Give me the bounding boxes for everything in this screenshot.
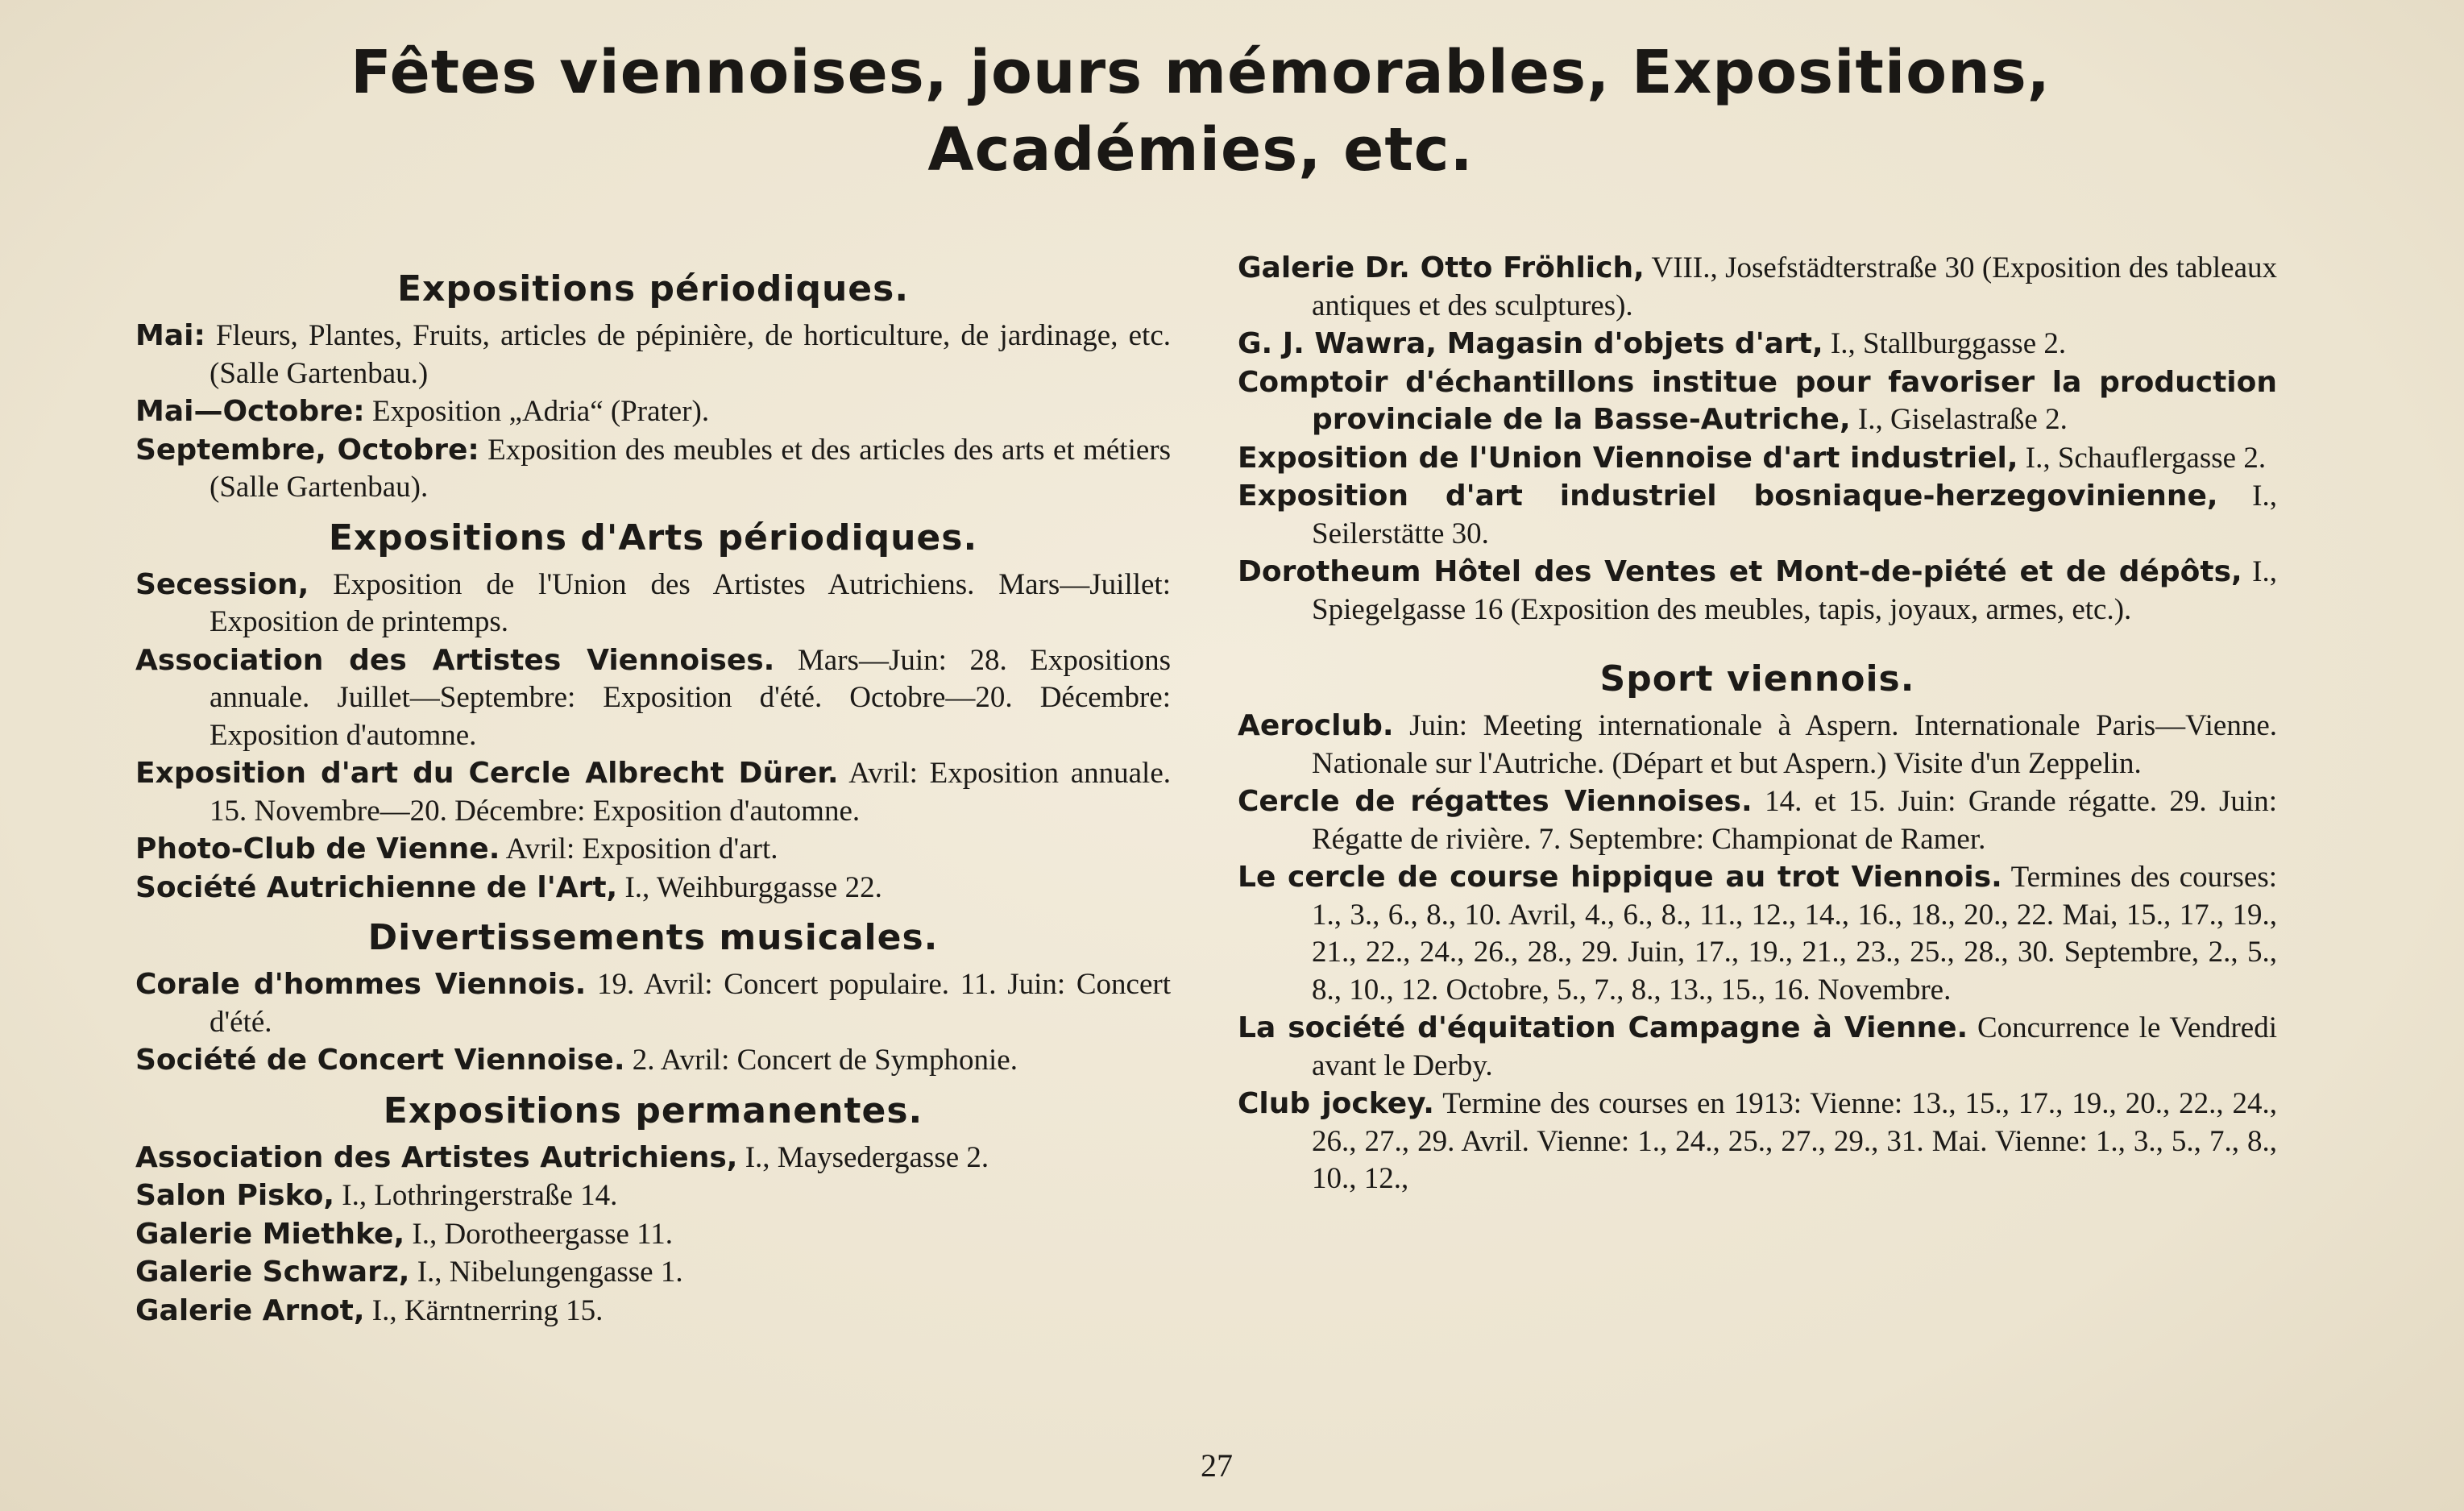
entry-label: Exposition d'art du Cercle Albrecht Dürer. [135, 757, 839, 790]
entry-text: VIII., Josefstädterstraße 30 (Exposition des tableaux antiques et des sculptures). [1312, 251, 2277, 322]
page-title [242, 34, 2159, 189]
entry-dorotheum [1238, 554, 2277, 629]
heading-expositions-periodiques: Expositions périodiques. [396, 268, 910, 309]
entry-label: Corale d'hommes Viennois. [135, 968, 587, 1001]
entry-text: 2. Avril: Concert de Symphonie. [624, 1044, 1018, 1077]
entry-galerie-frohlich [1238, 250, 2277, 325]
entry-label: Aeroclub. [1238, 709, 1394, 742]
entry-photo-club [135, 831, 1171, 869]
entry-text: I., Nibelungengasse 1. [409, 1256, 683, 1289]
entry-societe-art [135, 870, 1171, 907]
entry-societe-concert [135, 1042, 1171, 1080]
entry-text: I., Maysedergasse 2. [737, 1140, 989, 1174]
entry-text: Avril: Exposition annuale. 15. Novembre—20. Décembre: Exposition d'automne. [209, 757, 1171, 828]
heading-expositions-permanentes: Expositions permanentes. [383, 1090, 923, 1131]
entry-text: I., Kärntnerring 15. [364, 1293, 604, 1327]
entry-label: Septembre, Octobre: [135, 433, 479, 467]
entry-label: Photo-Club de Vienne. [135, 832, 500, 866]
entry-text: I., Weihburggasse 22. [617, 870, 882, 904]
title-line-1: Fêtes viennoises, jours mémorables, Expositions, [351, 38, 2051, 107]
entry-salon-pisko [135, 1177, 1171, 1215]
entry-galerie-schwarz [135, 1254, 1171, 1292]
left-column [135, 258, 1171, 1330]
entry-secession [135, 567, 1171, 641]
entry-septembre-octobre [135, 432, 1171, 507]
entry-text: I., Schauflergasse 2. [2018, 441, 2267, 475]
entry-aeroclub [1238, 708, 2277, 782]
heading-sport-viennois: Sport viennois. [1599, 658, 1915, 699]
entry-comptoir [1238, 364, 2277, 439]
entry-text: Exposition de l'Union des Artistes Autrichiens. Mars—Juillet: Exposition de printemps. [209, 567, 1171, 638]
entry-label: Exposition de l'Union Viennoise d'art industriel, [1238, 441, 2018, 475]
entry-label: Galerie Dr. Otto Fröhlich, [1238, 251, 1645, 284]
entry-label: Salon Pisko, [135, 1179, 334, 1212]
entry-text: Fleurs, Plantes, Fruits, articles de pépinière, de horticulture, de jardinage, etc. (Salle Gartenbau.) [205, 319, 1171, 390]
entry-label: Dorotheum Hôtel des Ventes et Mont-de-piété et de dépôts, [1238, 555, 2242, 588]
entry-text: Avril: Exposition d'art. [500, 832, 778, 866]
entry-label: Mai—Octobre: [135, 395, 365, 428]
heading-expositions-arts: Expositions d'Arts périodiques. [328, 517, 978, 558]
entry-label: Association des Artistes Viennoises. [135, 643, 775, 677]
entry-association-artistes-viennoises [135, 642, 1171, 755]
entry-text: I., Lothringerstraße 14. [334, 1179, 618, 1212]
entry-label: Société Autrichienne de l'Art, [135, 870, 618, 904]
entry-label: Galerie Miethke, [135, 1217, 405, 1251]
entry-mai [135, 318, 1171, 392]
entry-galerie-miethke [135, 1216, 1171, 1254]
entry-label: Le cercle de course hippique au trot Viennois. [1238, 861, 2002, 894]
entry-label: Exposition d'art industriel bosniaque-herzegovinienne, [1238, 479, 2218, 513]
entry-text: Exposition des meubles et des articles des arts et métiers (Salle Gartenbau). [209, 433, 1171, 504]
entry-societe-equitation [1238, 1010, 2277, 1085]
entry-label: Club jockey. [1238, 1087, 1434, 1120]
entry-text: I., Spiegelgasse 16 (Exposition des meubles, tapis, joyaux, armes, etc.). [1312, 555, 2277, 626]
entry-label: Mai: [135, 319, 205, 352]
entry-union-viennoise [1238, 440, 2277, 478]
title-line-2: Académies, etc. [927, 115, 1474, 185]
entry-text: 19. Avril: Concert populaire. 11. Juin: Concert d'été. [209, 968, 1171, 1039]
entry-label: La société d'équitation Campagne à Vienne. [1238, 1011, 1968, 1044]
entry-label: Cercle de régattes Viennoises. [1238, 785, 1753, 818]
entry-text: I., Seilerstätte 30. [1312, 479, 2277, 550]
entry-text: Termine des courses en 1913: Vienne: 13., 15., 17., 19., 20., 22., 24., 26., 27., 29. Avril. Vienne: 1., 24., 25., 27., 29., 31. Mai. Vienne: 1., 3., 5., 7., 8., 10., 12., [1312, 1087, 2277, 1195]
entry-text: I., Giselastraße 2. [1850, 403, 2068, 436]
entry-text: Mars—Juin: 28. Expositions annuale. Juillet—Septembre: Exposition d'été. Octobre—20. Décembre: Exposition d'automne. [209, 643, 1171, 752]
entry-label: Galerie Arnot, [135, 1293, 365, 1327]
page-number: 27 [1201, 1447, 1233, 1484]
right-column [1238, 250, 2277, 1199]
entry-label: Comptoir d'échantillons institue pour favoriser la production provinciale de la Basse-Autriche, [1238, 365, 2277, 436]
entry-wawra [1238, 326, 2277, 363]
entry-text: 14. et 15. Juin: Grande régatte. 29. Juin: Régatte de rivière. 7. Septembre: Championat de Ramer. [1312, 785, 2277, 856]
entry-text: I., Dorotheergasse 11. [404, 1217, 674, 1251]
entry-art-bosniaque [1238, 478, 2277, 553]
entry-course-hippique [1238, 859, 2277, 1009]
entry-label: Association des Artistes Autrichiens, [135, 1140, 738, 1174]
heading-divertissements-musicales: Divertissements musicales. [367, 917, 939, 958]
entry-cercle-durer [135, 755, 1171, 830]
entry-label: Société de Concert Viennoise. [135, 1044, 625, 1077]
entry-mai-octobre [135, 393, 1171, 431]
entry-text: Concurrence le Vendredi avant le Derby. [1312, 1011, 2277, 1082]
entry-label: Secession, [135, 567, 309, 601]
entry-text: Termines des courses: 1., 3., 6., 8., 10. Avril, 4., 6., 8., 11., 12., 14., 16., 18., 20., 22. Mai, 15., 17., 19., 21., 22., 24., 26., 28., 29. Juin, 17., 19., 21., 23., 25., 28., 30. Septembre, 2., 5., 8., 10., 12. Octobre, 5., 7., 8., 13., 15., 16. Novembre. [1312, 861, 2277, 1007]
entry-association-artistes-autrichiens [135, 1139, 1171, 1177]
entry-text: Juin: Meeting internationale à Aspern. Internationale Paris—Vienne. Nationale sur l'Autriche. (Départ et but Aspern.) Visite d'un Zeppelin. [1312, 709, 2277, 780]
entry-label: G. J. Wawra, Magasin d'objets d'art, [1238, 327, 1823, 360]
entry-corale [135, 966, 1171, 1041]
entry-text: Exposition „Adria“ (Prater). [364, 395, 710, 428]
entry-club-jockey [1238, 1086, 2277, 1198]
entry-cercle-regattes [1238, 783, 2277, 858]
entry-text: I., Stallburggasse 2. [1823, 327, 2067, 360]
entry-galerie-arnot [135, 1293, 1171, 1330]
entry-label: Galerie Schwarz, [135, 1256, 410, 1289]
